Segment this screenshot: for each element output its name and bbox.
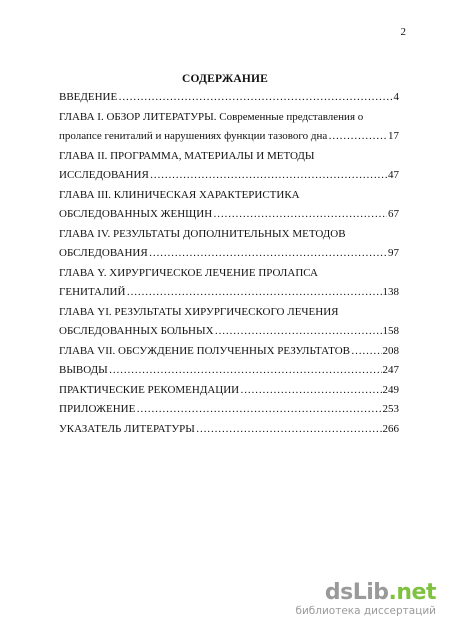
toc-entry [59, 150, 399, 170]
toc-title: СОДЕРЖАНИЕ [181, 73, 269, 85]
watermark-brand [295, 581, 436, 605]
toc-entry-text: пролапсе гениталий и нарушениях функции тазового дна [59, 130, 328, 142]
toc-entry-text: ИССЛЕДОВАНИЯ [59, 169, 149, 181]
toc-entry [59, 325, 399, 345]
toc-entry-page: 97 [388, 247, 399, 259]
toc-entry [59, 364, 399, 384]
toc-entry-text: ГЛАВА Y. ХИРУРГИЧЕСКОЕ ЛЕЧЕНИЕ ПРОЛАПСА [59, 266, 318, 279]
toc-leader-dots [196, 423, 382, 435]
watermark-brand-tld: .net [388, 580, 436, 605]
toc-entry-page: 247 [382, 364, 399, 376]
toc-entry [59, 403, 399, 423]
toc-entry-text: ОБСЛЕДОВАННЫХ ЖЕНЩИН [59, 208, 213, 220]
toc-entry-page: 4 [393, 91, 399, 103]
toc-entry-page: 266 [382, 422, 399, 435]
toc-entry-text: ГЛАВА YI. РЕЗУЛЬТАТЫ ХИРУРГИЧЕСКОГО ЛЕЧЕНИЯ [59, 305, 339, 318]
toc-list [59, 91, 399, 442]
toc-entry-text: ОБСЛЕДОВАНИЯ [59, 247, 148, 259]
toc-entry-text: ГЕНИТАЛИЙ [59, 286, 126, 298]
toc-entry [59, 247, 399, 267]
page-number: 2 [400, 26, 406, 38]
toc-leader-dots [109, 364, 382, 376]
toc-leader-dots [213, 208, 387, 220]
toc-leader-dots [240, 384, 381, 396]
toc-entry [59, 384, 399, 404]
watermark-brand-main: dsLib [324, 580, 389, 605]
toc-entry [59, 169, 399, 189]
toc-entry-page: 158 [382, 325, 399, 337]
toc-entry-text: УКАЗАТЕЛЬ ЛИТЕРАТУРЫ [59, 422, 195, 435]
toc-entry [59, 91, 399, 111]
toc-entry [59, 345, 399, 365]
toc-entry [59, 423, 399, 443]
toc-leader-dots [328, 130, 387, 142]
toc-entry [59, 189, 399, 209]
toc-leader-dots [215, 325, 382, 337]
toc-leader-dots [150, 169, 387, 181]
toc-entry-text: ОБСЛЕДОВАННЫХ БОЛЬНЫХ [59, 325, 214, 337]
toc-entry-page: 253 [382, 403, 399, 415]
watermark [295, 581, 436, 618]
toc-entry [59, 306, 399, 326]
watermark-subtitle: библиотека диссертаций [295, 605, 436, 617]
toc-entry-text: ПРАКТИЧЕСКИЕ РЕКОМЕНДАЦИИ [59, 383, 240, 396]
toc-leader-dots [118, 91, 392, 103]
toc-entry-text: ГЛАВА IV. РЕЗУЛЬТАТЫ ДОПОЛНИТЕЛЬНЫХ МЕТОДОВ [59, 227, 346, 240]
toc-entry-page: 138 [382, 286, 399, 298]
toc-leader-dots [351, 345, 382, 357]
toc-entry-text: ВВЕДЕНИЕ [59, 91, 118, 103]
toc-entry [59, 267, 399, 287]
toc-entry-text: ГЛАВА II. ПРОГРАММА, МАТЕРИАЛЫ И МЕТОДЫ [59, 149, 315, 162]
toc-entry [59, 286, 399, 306]
toc-entry [59, 130, 399, 150]
toc-entry-text: ГЛАВА I. ОБЗОР ЛИТЕРАТУРЫ. Современные представления о [59, 110, 364, 123]
toc-entry-page: 249 [382, 383, 399, 396]
toc-entry-page: 67 [388, 208, 399, 220]
toc-entry-text: ПРИЛОЖЕНИЕ [59, 403, 136, 415]
toc-entry-page: 208 [382, 344, 399, 357]
toc-entry-text: ГЛАВА III. КЛИНИЧЕСКАЯ ХАРАКТЕРИСТИКА [59, 188, 300, 201]
toc-entry [59, 228, 399, 248]
toc-entry-page: 17 [388, 130, 399, 142]
toc-entry-text: ГЛАВА VII. ОБСУЖДЕНИЕ ПОЛУЧЕННЫХ РЕЗУЛЬТАТОВ [59, 344, 350, 357]
toc-entry-text: ВЫВОДЫ [59, 364, 108, 376]
toc-leader-dots [149, 247, 387, 259]
toc-entry-page: 47 [388, 169, 399, 181]
toc-leader-dots [126, 286, 381, 298]
toc-entry [59, 208, 399, 228]
toc-entry [59, 111, 399, 131]
toc-leader-dots [136, 403, 381, 415]
